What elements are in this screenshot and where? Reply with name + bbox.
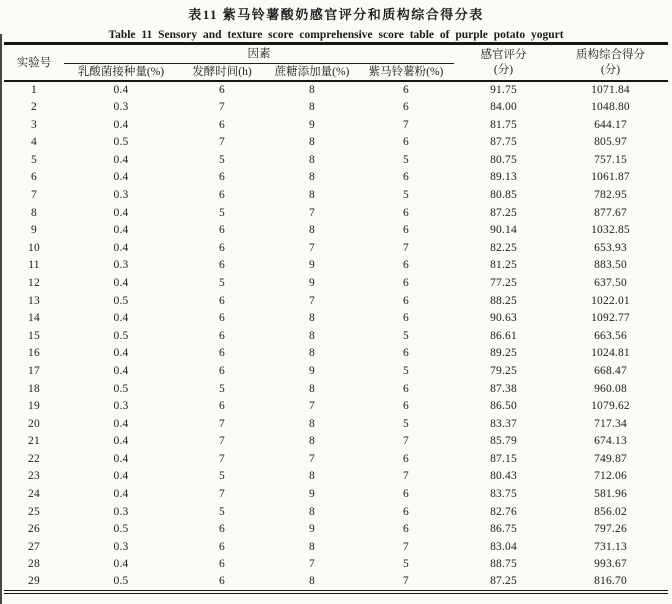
cell-exp-no: 12 xyxy=(28,276,40,289)
header-texture-line2: (分) xyxy=(600,63,621,76)
table-caption xyxy=(0,0,672,41)
cell-sensory-score: 87.15 xyxy=(490,452,517,465)
table-row xyxy=(4,117,668,135)
table-row xyxy=(4,134,668,152)
table-row xyxy=(4,451,668,469)
cell-exp-no: 24 xyxy=(28,488,40,501)
cell-exp-no: 6 xyxy=(31,171,37,184)
cell-exp-no: 2 xyxy=(31,101,37,114)
cell-texture-score: 782.95 xyxy=(594,188,627,201)
cell-lactic-acid-inoculum: 0.4 xyxy=(113,488,129,501)
header-lactic-acid-inoculum: 乳酸菌接种量(%) xyxy=(64,64,178,82)
cell-lactic-acid-inoculum: 0.4 xyxy=(113,558,129,571)
cell-texture-score: 883.50 xyxy=(594,259,627,272)
cell-lactic-acid-inoculum: 0.3 xyxy=(113,400,129,413)
cell-purple-potato-powder: 7 xyxy=(403,435,409,448)
cell-sucrose-amount: 7 xyxy=(309,241,315,254)
cell-sucrose-amount: 9 xyxy=(309,118,315,131)
cell-sensory-score: 90.63 xyxy=(490,312,517,325)
cell-fermentation-time: 6 xyxy=(219,575,225,588)
cell-exp-no: 10 xyxy=(28,241,40,254)
cell-purple-potato-powder: 6 xyxy=(403,259,409,272)
table-title-english: Table 11 Sensory and texture score comprehensive score table of purple potato yogurt xyxy=(108,29,564,41)
cell-fermentation-time: 6 xyxy=(219,364,225,377)
cell-lactic-acid-inoculum: 0.4 xyxy=(113,241,129,254)
cell-sensory-score: 83.75 xyxy=(490,488,517,501)
cell-purple-potato-powder: 6 xyxy=(403,347,409,360)
cell-fermentation-time: 6 xyxy=(219,224,225,237)
cell-sensory-score: 87.25 xyxy=(490,206,517,219)
table-row xyxy=(4,433,668,451)
cell-purple-potato-powder: 6 xyxy=(403,312,409,325)
header-row-group xyxy=(4,44,668,64)
cell-fermentation-time: 7 xyxy=(219,101,225,114)
cell-exp-no: 8 xyxy=(31,206,37,219)
table-row xyxy=(4,504,668,522)
cell-sensory-score: 83.37 xyxy=(490,417,517,430)
cell-exp-no: 14 xyxy=(28,312,40,325)
cell-exp-no: 9 xyxy=(31,224,37,237)
cell-sucrose-amount: 9 xyxy=(309,523,315,536)
header-texture-line1: 质构综合得分 xyxy=(576,49,645,62)
cell-texture-score: 993.67 xyxy=(594,558,627,571)
table-row xyxy=(4,556,668,574)
cell-exp-no: 5 xyxy=(31,153,37,166)
cell-lactic-acid-inoculum: 0.5 xyxy=(113,329,129,342)
cell-sensory-score: 85.79 xyxy=(490,435,517,448)
cell-texture-score: 877.67 xyxy=(594,206,627,219)
table-row xyxy=(4,363,668,381)
cell-texture-score: 1079.62 xyxy=(591,400,630,413)
cell-purple-potato-powder: 7 xyxy=(403,540,409,553)
header-exp-no: 实验号 xyxy=(4,44,64,82)
cell-lactic-acid-inoculum: 0.4 xyxy=(113,470,129,483)
cell-sucrose-amount: 8 xyxy=(309,224,315,237)
cell-fermentation-time: 7 xyxy=(219,417,225,430)
cell-lactic-acid-inoculum: 0.5 xyxy=(113,382,129,395)
cell-purple-potato-powder: 7 xyxy=(403,575,409,588)
cell-exp-no: 18 xyxy=(28,382,40,395)
cell-fermentation-time: 6 xyxy=(219,241,225,254)
cell-exp-no: 17 xyxy=(28,364,40,377)
cell-purple-potato-powder: 5 xyxy=(403,329,409,342)
cell-exp-no: 13 xyxy=(28,294,40,307)
cell-lactic-acid-inoculum: 0.4 xyxy=(113,417,129,430)
cell-sucrose-amount: 8 xyxy=(309,136,315,149)
cell-exp-no: 11 xyxy=(28,259,40,272)
cell-sucrose-amount: 8 xyxy=(309,188,315,201)
cell-texture-score: 749.87 xyxy=(594,452,627,465)
table-title-chinese: 表11 紫马铃薯酸奶感官评分和质构综合得分表 xyxy=(188,7,484,22)
cell-sucrose-amount: 8 xyxy=(309,417,315,430)
cell-texture-score: 856.02 xyxy=(594,505,627,518)
cell-sucrose-amount: 8 xyxy=(309,171,315,184)
cell-fermentation-time: 5 xyxy=(219,470,225,483)
cell-exp-no: 15 xyxy=(28,329,40,342)
cell-fermentation-time: 5 xyxy=(219,153,225,166)
table-row xyxy=(4,187,668,205)
table-header xyxy=(4,44,668,82)
header-sensory-line1: 感官评分 xyxy=(480,49,527,62)
header-texture-score xyxy=(553,44,668,82)
cell-purple-potato-powder: 5 xyxy=(403,153,409,166)
cell-fermentation-time: 6 xyxy=(219,558,225,571)
cell-purple-potato-powder: 6 xyxy=(403,206,409,219)
table-row xyxy=(4,240,668,258)
cell-sensory-score: 91.75 xyxy=(490,83,517,96)
cell-sensory-score: 86.50 xyxy=(490,400,517,413)
cell-sucrose-amount: 9 xyxy=(309,259,315,272)
cell-lactic-acid-inoculum: 0.4 xyxy=(113,83,129,96)
cell-texture-score: 717.34 xyxy=(594,417,627,430)
cell-purple-potato-powder: 6 xyxy=(403,294,409,307)
table-row xyxy=(4,468,668,486)
table-row xyxy=(4,328,668,346)
header-sucrose-amount: 蔗糖添加量(%) xyxy=(266,64,358,82)
cell-fermentation-time: 5 xyxy=(219,206,225,219)
cell-exp-no: 20 xyxy=(28,417,40,430)
cell-sucrose-amount: 8 xyxy=(309,540,315,553)
cell-sensory-score: 77.25 xyxy=(490,276,517,289)
cell-fermentation-time: 6 xyxy=(219,312,225,325)
cell-lactic-acid-inoculum: 0.5 xyxy=(113,575,129,588)
header-purple-potato-powder: 紫马铃薯粉(%) xyxy=(358,64,454,82)
cell-purple-potato-powder: 6 xyxy=(403,452,409,465)
cell-fermentation-time: 6 xyxy=(219,400,225,413)
table-row xyxy=(4,310,668,328)
cell-texture-score: 653.93 xyxy=(594,241,627,254)
cell-sensory-score: 80.43 xyxy=(490,470,517,483)
cell-sucrose-amount: 9 xyxy=(309,364,315,377)
cell-fermentation-time: 6 xyxy=(219,347,225,360)
table-row xyxy=(4,345,668,363)
cell-texture-score: 663.56 xyxy=(594,329,627,342)
cell-sucrose-amount: 9 xyxy=(309,488,315,501)
cell-exp-no: 21 xyxy=(28,435,40,448)
cell-sucrose-amount: 8 xyxy=(309,153,315,166)
header-fermentation-time: 发酵时间(h) xyxy=(178,64,266,82)
table-row xyxy=(4,293,668,311)
table-row xyxy=(4,416,668,434)
cell-texture-score: 674.13 xyxy=(594,435,627,448)
cell-purple-potato-powder: 5 xyxy=(403,364,409,377)
cell-purple-potato-powder: 5 xyxy=(403,188,409,201)
cell-purple-potato-powder: 7 xyxy=(403,241,409,254)
cell-lactic-acid-inoculum: 0.3 xyxy=(113,101,129,114)
cell-purple-potato-powder: 5 xyxy=(403,417,409,430)
table-row xyxy=(4,81,668,99)
cell-sucrose-amount: 8 xyxy=(309,312,315,325)
cell-sucrose-amount: 8 xyxy=(309,382,315,395)
cell-sensory-score: 80.85 xyxy=(490,188,517,201)
cell-sensory-score: 86.61 xyxy=(490,329,517,342)
cell-purple-potato-powder: 7 xyxy=(403,470,409,483)
cell-fermentation-time: 6 xyxy=(219,118,225,131)
table-row xyxy=(4,486,668,504)
cell-texture-score: 1024.81 xyxy=(591,347,630,360)
cell-lactic-acid-inoculum: 0.4 xyxy=(113,452,129,465)
cell-fermentation-time: 6 xyxy=(219,83,225,96)
cell-fermentation-time: 7 xyxy=(219,488,225,501)
cell-fermentation-time: 6 xyxy=(219,523,225,536)
cell-sensory-score: 89.13 xyxy=(490,171,517,184)
cell-texture-score: 816.70 xyxy=(594,575,627,588)
cell-sensory-score: 81.75 xyxy=(490,118,517,131)
cell-texture-score: 757.15 xyxy=(594,153,627,166)
cell-sensory-score: 87.38 xyxy=(490,382,517,395)
cell-lactic-acid-inoculum: 0.4 xyxy=(113,224,129,237)
table-row xyxy=(4,398,668,416)
cell-fermentation-time: 6 xyxy=(219,294,225,307)
cell-lactic-acid-inoculum: 0.5 xyxy=(113,523,129,536)
cell-fermentation-time: 6 xyxy=(219,188,225,201)
cell-texture-score: 1022.01 xyxy=(591,294,630,307)
cell-sucrose-amount: 8 xyxy=(309,575,315,588)
table-row xyxy=(4,574,668,592)
table-row xyxy=(4,275,668,293)
cell-sucrose-amount: 7 xyxy=(309,558,315,571)
cell-exp-no: 28 xyxy=(28,558,40,571)
cell-sensory-score: 82.25 xyxy=(490,241,517,254)
experiment-results-table xyxy=(4,42,668,594)
cell-fermentation-time: 6 xyxy=(219,540,225,553)
cell-sucrose-amount: 8 xyxy=(309,505,315,518)
cell-fermentation-time: 6 xyxy=(219,259,225,272)
cell-fermentation-time: 5 xyxy=(219,382,225,395)
cell-sensory-score: 87.75 xyxy=(490,136,517,149)
table-row xyxy=(4,380,668,398)
cell-texture-score: 960.08 xyxy=(594,382,627,395)
cell-purple-potato-powder: 7 xyxy=(403,118,409,131)
cell-sensory-score: 79.25 xyxy=(490,364,517,377)
cell-purple-potato-powder: 6 xyxy=(403,83,409,96)
cell-fermentation-time: 7 xyxy=(219,435,225,448)
cell-sucrose-amount: 7 xyxy=(309,452,315,465)
table-row xyxy=(4,205,668,223)
cell-sensory-score: 88.25 xyxy=(490,294,517,307)
cell-exp-no: 3 xyxy=(31,118,37,131)
cell-exp-no: 7 xyxy=(31,188,37,201)
cell-texture-score: 731.13 xyxy=(594,540,627,553)
cell-exp-no: 4 xyxy=(31,136,37,149)
cell-purple-potato-powder: 6 xyxy=(403,171,409,184)
cell-exp-no: 23 xyxy=(28,470,40,483)
table-row xyxy=(4,152,668,170)
cell-purple-potato-powder: 6 xyxy=(403,136,409,149)
cell-sensory-score: 80.75 xyxy=(490,153,517,166)
cell-lactic-acid-inoculum: 0.4 xyxy=(113,312,129,325)
cell-sucrose-amount: 8 xyxy=(309,435,315,448)
cell-lactic-acid-inoculum: 0.4 xyxy=(113,153,129,166)
table-row xyxy=(4,521,668,539)
cell-purple-potato-powder: 6 xyxy=(403,400,409,413)
cell-purple-potato-powder: 6 xyxy=(403,101,409,114)
cell-sucrose-amount: 7 xyxy=(309,400,315,413)
cell-sucrose-amount: 7 xyxy=(309,294,315,307)
cell-purple-potato-powder: 6 xyxy=(403,523,409,536)
cell-exp-no: 29 xyxy=(28,575,40,588)
cell-sucrose-amount: 8 xyxy=(309,329,315,342)
cell-sensory-score: 86.75 xyxy=(490,523,517,536)
table-row xyxy=(4,99,668,117)
cell-exp-no: 25 xyxy=(28,505,40,518)
cell-exp-no: 26 xyxy=(28,523,40,536)
cell-texture-score: 1092.77 xyxy=(591,312,630,325)
cell-texture-score: 712.06 xyxy=(594,470,627,483)
cell-lactic-acid-inoculum: 0.5 xyxy=(113,136,129,149)
cell-exp-no: 22 xyxy=(28,452,40,465)
cell-purple-potato-powder: 6 xyxy=(403,382,409,395)
table-row xyxy=(4,169,668,187)
cell-lactic-acid-inoculum: 0.3 xyxy=(113,188,129,201)
cell-texture-score: 797.26 xyxy=(594,523,627,536)
scan-edge-artifact xyxy=(0,34,2,604)
cell-purple-potato-powder: 6 xyxy=(403,276,409,289)
cell-texture-score: 581.96 xyxy=(594,488,627,501)
cell-lactic-acid-inoculum: 0.4 xyxy=(113,347,129,360)
table-body xyxy=(4,81,668,591)
cell-sucrose-amount: 8 xyxy=(309,347,315,360)
cell-texture-score: 644.17 xyxy=(594,118,627,131)
cell-sensory-score: 81.25 xyxy=(490,259,517,272)
cell-fermentation-time: 7 xyxy=(219,452,225,465)
header-sensory-line2: (分) xyxy=(493,63,514,76)
cell-fermentation-time: 6 xyxy=(219,329,225,342)
cell-lactic-acid-inoculum: 0.4 xyxy=(113,206,129,219)
cell-lactic-acid-inoculum: 0.3 xyxy=(113,540,129,553)
cell-sucrose-amount: 9 xyxy=(309,276,315,289)
cell-texture-score: 1032.85 xyxy=(591,224,630,237)
cell-sucrose-amount: 8 xyxy=(309,470,315,483)
cell-lactic-acid-inoculum: 0.3 xyxy=(113,259,129,272)
cell-sucrose-amount: 7 xyxy=(309,206,315,219)
cell-lactic-acid-inoculum: 0.4 xyxy=(113,364,129,377)
cell-lactic-acid-inoculum: 0.4 xyxy=(113,276,129,289)
cell-exp-no: 1 xyxy=(31,83,37,96)
cell-purple-potato-powder: 6 xyxy=(403,505,409,518)
table-row xyxy=(4,222,668,240)
cell-fermentation-time: 7 xyxy=(219,136,225,149)
cell-sensory-score: 84.00 xyxy=(490,101,517,114)
header-sensory-score xyxy=(454,44,553,82)
cell-fermentation-time: 6 xyxy=(219,171,225,184)
cell-fermentation-time: 5 xyxy=(219,276,225,289)
cell-lactic-acid-inoculum: 0.4 xyxy=(113,171,129,184)
table-row xyxy=(4,257,668,275)
cell-exp-no: 19 xyxy=(28,400,40,413)
cell-purple-potato-powder: 6 xyxy=(403,224,409,237)
cell-lactic-acid-inoculum: 0.4 xyxy=(113,118,129,131)
cell-sensory-score: 87.25 xyxy=(490,575,517,588)
cell-purple-potato-powder: 5 xyxy=(403,558,409,571)
header-factors-group: 因素 xyxy=(64,44,454,64)
cell-lactic-acid-inoculum: 0.3 xyxy=(113,505,129,518)
cell-lactic-acid-inoculum: 0.4 xyxy=(113,435,129,448)
cell-sucrose-amount: 8 xyxy=(309,83,315,96)
cell-sensory-score: 82.76 xyxy=(490,505,517,518)
cell-exp-no: 27 xyxy=(28,540,40,553)
cell-exp-no: 16 xyxy=(28,347,40,360)
cell-lactic-acid-inoculum: 0.5 xyxy=(113,294,129,307)
table-row xyxy=(4,539,668,557)
cell-sensory-score: 90.14 xyxy=(490,224,517,237)
cell-texture-score: 1061.87 xyxy=(591,171,630,184)
cell-purple-potato-powder: 6 xyxy=(403,488,409,501)
cell-texture-score: 1048.80 xyxy=(591,101,630,114)
cell-texture-score: 668.47 xyxy=(594,364,627,377)
cell-sensory-score: 89.25 xyxy=(490,347,517,360)
cell-fermentation-time: 5 xyxy=(219,505,225,518)
cell-sensory-score: 83.04 xyxy=(490,540,517,553)
cell-sensory-score: 88.75 xyxy=(490,558,517,571)
cell-sucrose-amount: 8 xyxy=(309,101,315,114)
cell-texture-score: 1071.84 xyxy=(591,83,630,96)
cell-texture-score: 637.50 xyxy=(594,276,627,289)
cell-texture-score: 805.97 xyxy=(594,136,627,149)
